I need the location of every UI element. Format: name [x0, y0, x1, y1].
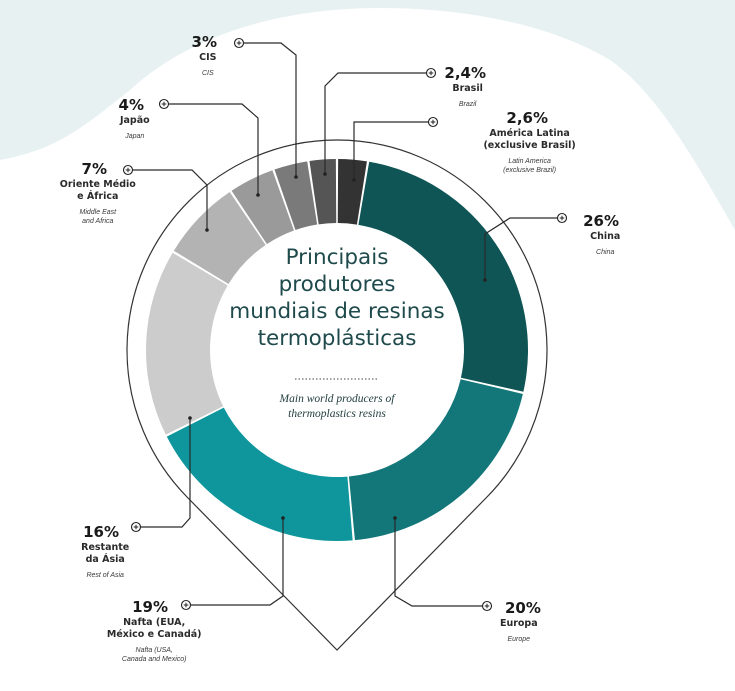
slice-sublabel-mea: and Africa — [82, 218, 114, 225]
slice-sublabel-china: China — [596, 249, 615, 256]
chart-title-line: produtores — [278, 272, 396, 297]
slice-sublabel-brasil: Brazil — [458, 101, 477, 108]
slice-sublabel-cis: CIS — [201, 70, 214, 77]
slice-sublabel-latam: Latin America — [508, 158, 551, 165]
slice-label-europa: Europa — [499, 618, 538, 629]
slice-label-rasia: Restante — [81, 542, 130, 553]
leader-dot-brasil — [323, 172, 327, 176]
slice-sublabel-japan: Japan — [125, 133, 145, 140]
leader-dot-mea — [205, 228, 209, 232]
slice-label-mea: Oriente Médio — [59, 179, 136, 190]
slice-sublabel-europa: Europe — [507, 636, 531, 643]
value-label-japan: 4% — [118, 96, 144, 114]
leader-dot-latam — [352, 178, 356, 182]
leader-dot-china — [483, 278, 487, 282]
leader-dot-cis — [294, 175, 298, 179]
chart-title-line: termoplásticas — [257, 326, 417, 351]
chart-title-line: Principais — [285, 245, 389, 270]
chart-subtitle-line: Main world producers of — [279, 393, 395, 405]
chart-title-line: mundiais de resinas — [229, 299, 445, 324]
slice-label-cis: CIS — [199, 52, 217, 63]
slice-label-latam: (exclusive Brasil) — [483, 140, 576, 151]
value-label-nafta: 19% — [132, 598, 168, 616]
slice-label-brasil: Brasil — [452, 83, 483, 94]
slice-label-nafta: Nafta (EUA, — [123, 617, 186, 628]
leader-dot-rasia — [188, 416, 192, 420]
value-label-latam: 2,6% — [506, 109, 548, 127]
slice-label-latam: América Latina — [489, 128, 570, 139]
slice-label-nafta: México e Canadá) — [106, 629, 202, 640]
value-label-europa: 20% — [505, 599, 541, 617]
slice-sublabel-nafta: Nafta (USA, — [135, 647, 173, 654]
chart-subtitle-line: thermoplastics resins — [288, 408, 386, 420]
slice-sublabel-mea: Middle East — [79, 209, 117, 216]
value-label-mea: 7% — [81, 160, 107, 178]
slice-label-mea: e África — [77, 191, 119, 202]
value-label-brasil: 2,4% — [444, 64, 486, 82]
slice-sublabel-nafta: Canada and Mexico) — [121, 656, 187, 663]
slice-sublabel-latam: (exclusive Brazil) — [503, 167, 557, 174]
slice-label-japan: Japão — [119, 115, 150, 126]
slice-label-rasia: da Ásia — [85, 554, 125, 565]
leader-dot-nafta — [281, 516, 285, 520]
slice-label-china: China — [590, 231, 621, 242]
value-label-cis: 3% — [191, 33, 217, 51]
leader-dot-japan — [256, 193, 260, 197]
value-label-china: 26% — [583, 212, 619, 230]
slice-sublabel-rasia: Rest of Asia — [86, 572, 124, 579]
value-label-rasia: 16% — [83, 523, 119, 541]
leader-dot-europa — [393, 516, 397, 520]
